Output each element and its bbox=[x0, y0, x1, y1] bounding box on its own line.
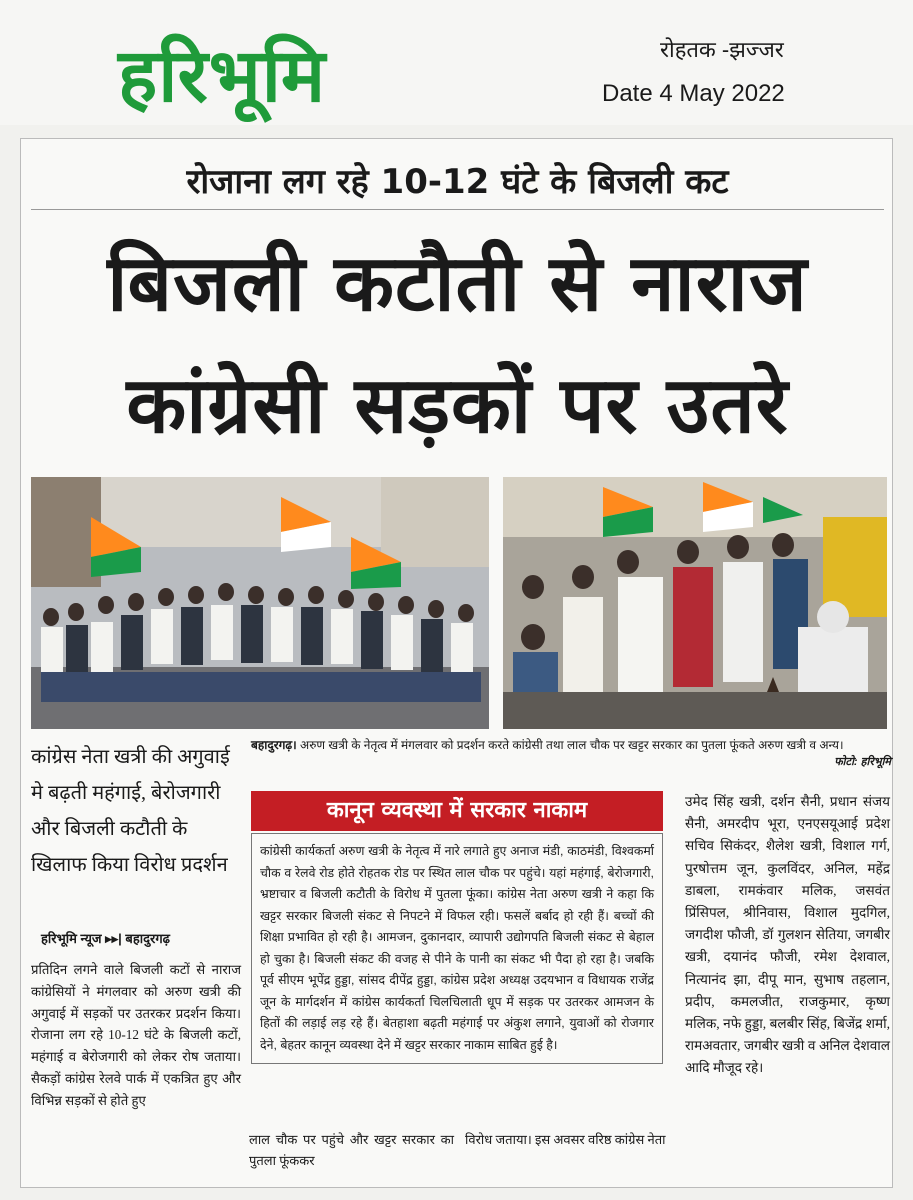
headline-line-2: कांग्रेसी सड़कों पर उतरे bbox=[126, 361, 789, 451]
subheadline: रोजाना लग रहे 10-12 घंटे के बिजली कट bbox=[186, 162, 729, 202]
article-column-2a: लाल चौक पर पहुंचे और खट्टर सरकार का पुतला फूंककर bbox=[249, 1132, 454, 1168]
article-column-1: प्रतिदिन लगने वाले बिजली कटों से नाराज कांग्रेसियों ने मंगलवार को अरुण खत्री की अगुवाई में सड़कों पर उतरकर प्रदर्शन किया। रोजाना लग रहे 10-12 घंटे के बिजली कटों, महंगाई व बेरोजगारी को लेकर रोष जताया। सैकड़ों कांग्रेस रेलवे पार्क में एकत्रित हुए और विभिन्न सड़कों से होते हुए bbox=[31, 962, 241, 1108]
photo-caption bbox=[251, 737, 891, 771]
caption-dateline: बहादुरगढ़। bbox=[251, 738, 297, 752]
effigy-burning-photo bbox=[503, 477, 887, 729]
newspaper-logo: हरिभूमि bbox=[118, 33, 327, 119]
protest-march-photo bbox=[31, 477, 489, 729]
photo-credit: फोटो: हरिभूमि bbox=[834, 756, 891, 768]
headline-line-1: बिजली कटौती से नाराज bbox=[107, 239, 808, 329]
article-column-2b: विरोध जताया। इस अवसर वरिष्ठ कांग्रेस नेता bbox=[465, 1132, 666, 1147]
caption-text: अरुण खत्री के नेतृत्व में मंगलवार को प्रदर्शन करते कांग्रेसी तथा लाल चौक पर खट्टर सरकार का पुतला फूंकते अरुण खत्री व अन्य। bbox=[296, 738, 844, 752]
page-header bbox=[0, 0, 913, 125]
article-column-3: उमेद सिंह खत्री, दर्शन सैनी, प्रधान संजय सैनी, अमरदीप भूरा, एनएसयूआई प्रदेश सचिव सिकंदर, शैलेश खत्री, विशाल गर्ग, पुरषोत्तम जून, कुलविंदर, अनिल, महेंद्र डाबला, रामकंवार मलिक, जसवंत प्रिंसिपल, श्रीनिवास, विशाल मुदगिल, जगदीश फौजी, डॉ गुलशन सेतिया, जगबीर खत्री, दयानंद फौजी, रमेश देशवाल, नित्यानंद झा, दीपू मान, सुभाष तहलान, प्रदीप, कमलजीत, राजकुमार, कृष्ण मलिक, नफे हुड्डा, बलबीर सिंह, बिजेंद्र शर्मा, रामअवतार, जगबीर खत्री व अनिल देशवाल आदि मौजूद रहे। bbox=[685, 794, 890, 1076]
byline: हरिभूमि न्यूज ▸▸| बहादुरगढ़ bbox=[41, 931, 170, 946]
sidebar-box-body: कांग्रेसी कार्यकर्ता अरुण खत्री के नेतृत्व में नारे लगाते हुए अनाज मंडी, काठमंडी, विश्वकर्मा चौक व रेलवे रोड होते रोहतक रोड पर स्थित लाल चौक पर पहुंचे। यहां महंगाई, बेरोजगारी, भ्रष्टाचार व बिजली कटौती के विरोध में पुतला फूंका। कांग्रेस नेता अरुण खत्री ने कहा कि खट्टर सरकार बिजली संकट से निपटने में विफल रही। फसलें बर्बाद हो रही हैं। बच्चों की शिक्षा प्रभावित हो रही है। आमजन, दुकानदार, व्यापारी उद्योगपति बिजली संकट से बेहाल हो चुका है। बिजली संकट की वजह से पीने के पानी का संकट भी पैदा हो रहा है। जबकि पूर्व सीएम भूपेंद्र हुड्डा, सांसद दीपेंद्र हुड्डा, कांग्रेस प्रदेश अध्यक्ष उदयभान व विधायक राजेंद्र जून के मार्गदर्शन में कांग्रेस कार्यकर्ता चिलचिलाती धूप में सड़क पर उतरकर आमजन के हितों की लड़ाई लड़ रहे हैं। बेतहाशा बढ़ती महंगाई पर अंकुश लगाने, युवाओं को रोजगार देने, बेहतर कानून व्यवस्था देने में खट्टर सरकार नाकाम साबित हुई है। bbox=[251, 833, 663, 1064]
edition-label: रोहतक -झज्जर bbox=[660, 37, 784, 62]
newspaper-clipping bbox=[20, 138, 893, 1188]
date-label: Date 4 May 2022 bbox=[602, 80, 785, 107]
lead-summary: कांग्रेस नेता खत्री की अगुवाई मे बढ़ती महंगाई, बेरोजगारी और बिजली कटौती के खिलाफ किया विरोध प्रदर्शन bbox=[31, 746, 230, 876]
sidebar-box-title: कानून व्यवस्था में सरकार नाकाम bbox=[251, 791, 663, 831]
divider bbox=[31, 209, 884, 210]
